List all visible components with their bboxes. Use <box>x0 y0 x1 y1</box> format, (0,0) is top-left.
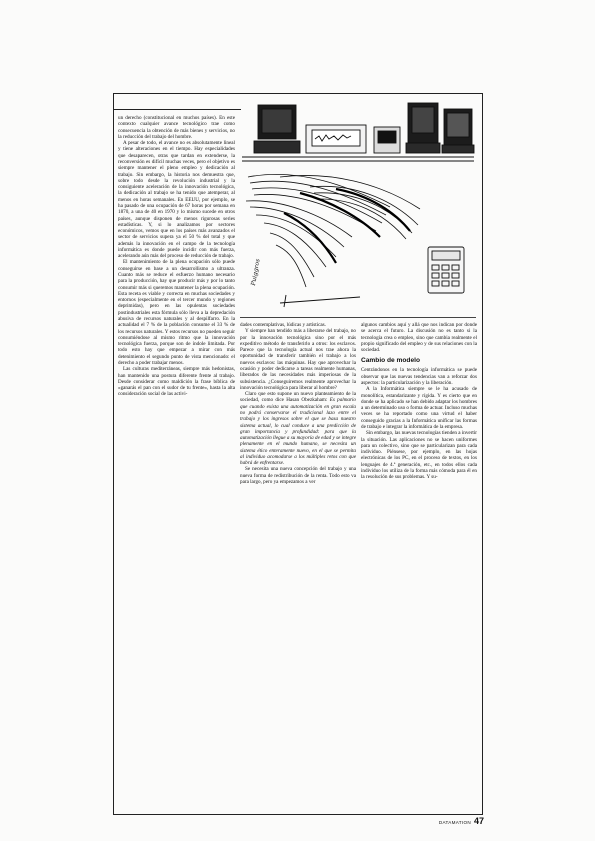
quote-text: Es palmario que cuando exista una automatización en gran escala no podrá conservarse el tradicional lazo entre el trabajo y los ingresos sobre el que se basa nuestro sistema actual, lo cual conduce a una predicción de gran importancia y profundidad: para que la automatización llegue a su mayoría de edad y se integre plenamente en el mundo humano, se necesita un sistema ético enteramente nuevo, en el que se permita al individuo acomodarse a los múltiples retos con que habrá de enfrentarse. <box>240 397 356 467</box>
paragraph: Las culturas mediterráneas, siempre más hedonistas, han mantenido una postura diferente frente al trabajo. Desde considerar como maldición la frase bíblica de «ganarás el pan con el sudor de tu frente», hasta la alta consideración social de las activi- <box>118 366 235 398</box>
hands-and-computers-illustration <box>240 97 476 317</box>
paragraph: dades contemplativas, lúdicas y artísticas. <box>240 322 326 328</box>
article-column-3 <box>361 322 477 807</box>
magazine-name: DATAMATION <box>438 820 471 825</box>
page-footer <box>420 816 484 828</box>
quote-intro: Claro que esto supone un nuevo planteamiento de la sociedad, como dice Hasan Obezkaham: <box>240 391 356 404</box>
page-number: 47 <box>473 816 484 826</box>
illustrator-signature: Puiggros <box>250 258 262 287</box>
header-band <box>113 93 241 110</box>
section-heading: Cambio de modelo <box>361 357 420 365</box>
paragraph: El mantenimiento de la plena ocupación sólo puede conseguirse en base a un desarrollismo a ultranza. Cuanto más se reduce el esfuerzo humano necesario para la producción, hay que producir más y por lo tanto consumir más si queremos mantener la plena ocupación. Esta receta es viable y correcta en muchas sociedades y entornos (especialmente en el tercer mundo y regiones deprimidas), pero en las opulentas sociedades postindustriales esta fórmula sólo lleva a la depredación abusiva de recursos naturales y al despilfarro. En la actualidad el 7 % de la población consume el 33 % de los recursos naturales. Y estos recursos no pueden seguir consumiéndose al mismo ritmo que la innovación tecnológica fuerza, porque son de índole limitada. Por todo esto hay que empezar a mirar con más detenimiento el segundo punto de vista mencionado: el derecho a poder trabajar menos. <box>118 259 235 366</box>
paragraph: Se necesita una nueva concepción del trabajo y una nueva forma de redistribución de la renta. Todo esto va para largo, pero ya empezamos a ver <box>240 466 356 486</box>
paragraph: algunos cambios aquí y allá que nos indican por donde se acerca el futuro. La discusión no es tanto si la tecnología crea o empleo, sino que cambia realmente el propio significado del empleo y de sus relaciones con la sociedad. <box>361 322 477 354</box>
article-column-2 <box>240 322 356 807</box>
paragraph: A la Informática siempre se le ha acusado de monolítica, estandarizante y rígida. Y es cierto que en donde se ha aplicado se han debido adaptar los hombres a un determinado uso o forma de actuar. Incluso muchas veces se ha reportado como una virtud el haber conseguido gracias a la Informática unificar las formas de trabajo e integrar la informática de la empresa. <box>361 386 477 430</box>
paragraph <box>240 391 356 466</box>
paragraph: Centrándonos en la tecnología informática se puede observar que las nuevas tendencias van a reforzar dos aspectos: la particularización y la liberación. <box>361 367 477 386</box>
paragraph: un derecho (constitucional en muchos países). En este contexto cualquier avance tecnológico trae como consecuencia la obtención de más bienes y servicios, no la reducción del trabajo del hombre. <box>118 115 235 140</box>
paragraph: Sin embargo, las nuevas tecnologías tienden a invertir la situación. Las aplicaciones no se hacen uniformes para un colectivo, sino que se particularizan para cada individuo. Piénsese, por ejemplo, en las hojas electrónicas de los PC, en el proceso de textos, en los lenguajes de 4.ª generación, etc., en todos ellos cada individuo los utiliza de la forma más cómoda para él en la resolución de sus problemas. Y su- <box>361 430 477 481</box>
article-column-1 <box>118 115 235 807</box>
illustration <box>240 97 476 318</box>
paragraph: A pesar de todo, el avance no es absolutamente lineal y tiene alteraciones en el tiempo. Hay especialidades que desaparecen, otras que tardan en extenderse, la reconversión es difícil muchas veces, pero el objetivo es siempre mantener el pleno empleo y dedicación al trabajo. Sin embargo, la historia nos demuestra que, sobre todo desde la revolución industrial y la consiguiente aceleración de la innovación tecnológica, la dedicación al trabajo se ha tenido que atemperar, al menos en horas semanales. En EEUU, por ejemplo, se ha pasado de una ocupación de 67 horas por semana en 1870, a una de 40 en 1970 y lo mismo sucede en otros países, aunque disponen de menos rigurosas series estadísticas. Y, si lo analizamos por sectores económicos, vemos que en los países más avanzados el sector de servicios supera ya el 50 % del total y que además la innovación en el campo de la tecnología informática es donde puede incidir con más fuerza, acelerando aún más del proceso de reducción de trabajo. <box>118 140 235 260</box>
paragraph: Y siempre han tendido más a liberarse del trabajo, no por la innovación tecnológica sino por el más expeditivo método de transferirlo a otros: los esclavos. Parece que la tecnología actual nos trae ahora la oportunidad de transferir también el trabajo a los nuevos esclavos: las máquinas. Hay que aprovechar la ocasión y poder dedicarse a tareas realmente humanas, liberados de las necesidades más imperiosas de la subsistencia. ¿Conseguiremos realmente aprovechar la innovación tecnológica para liberar al hombre? <box>240 328 356 391</box>
